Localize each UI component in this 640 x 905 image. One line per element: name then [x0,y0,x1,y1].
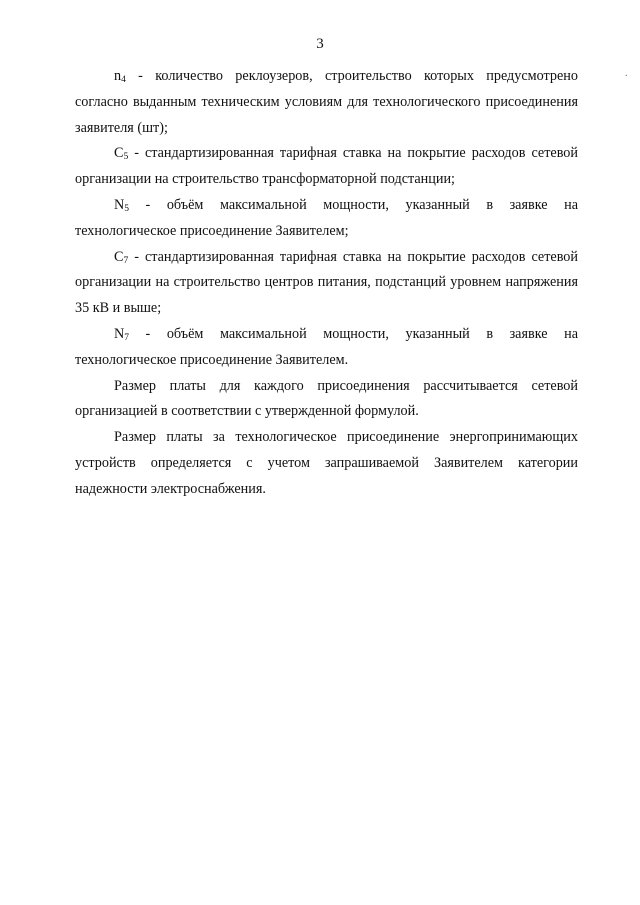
document-body [75,64,578,503]
definition-text: - стандартизированная тарифная ставка на покрытие расходов сетевой организации на строительство центров питания, подстанций уровнем напряжения 35 кВ и выше; [75,248,578,317]
scan-mark: . [625,68,628,79]
formula-symbol: $N_7$ [114,325,129,343]
fee-calculation-paragraph: Размер платы для каждого присоединения рассчитывается сетевой организацией в соответствии с утвержденной формулой. [75,377,578,420]
definition-n4 [75,64,578,141]
definition-c7 [75,245,578,322]
definition-n7 [75,322,578,374]
page-number: 3 [316,36,324,52]
definition-text: - количество реклоузеров, строительство которых предусмотрено согласно выданным техническим условиям для технологического присоединения заявителя (шт); [75,68,578,136]
definition-text: - объём максимальной мощности, указанный в заявке на технологическое присоединение Заявителем; [75,196,578,239]
formula-symbol: $N_5$ [114,196,129,214]
definition-n5 [75,193,578,245]
formula-symbol: $n_4$ [114,68,126,85]
definition-text: - стандартизированная тарифная ставка на покрытие расходов сетевой организации на строительство трансформаторной подстанции; [75,145,578,188]
definition-c5 [75,141,578,193]
reliability-category-paragraph: Размер платы за технологическое присоединение энергопринимающих устройств определяется с учетом запрашиваемой Заявителем категории надежности электроснабжения. [75,429,578,497]
formula-symbol: $C_7$ [114,248,129,266]
formula-symbol: $C_5$ [114,145,129,163]
definition-text: - объём максимальной мощности, указанный в заявке на технологическое присоединение Заявителем. [75,325,578,368]
